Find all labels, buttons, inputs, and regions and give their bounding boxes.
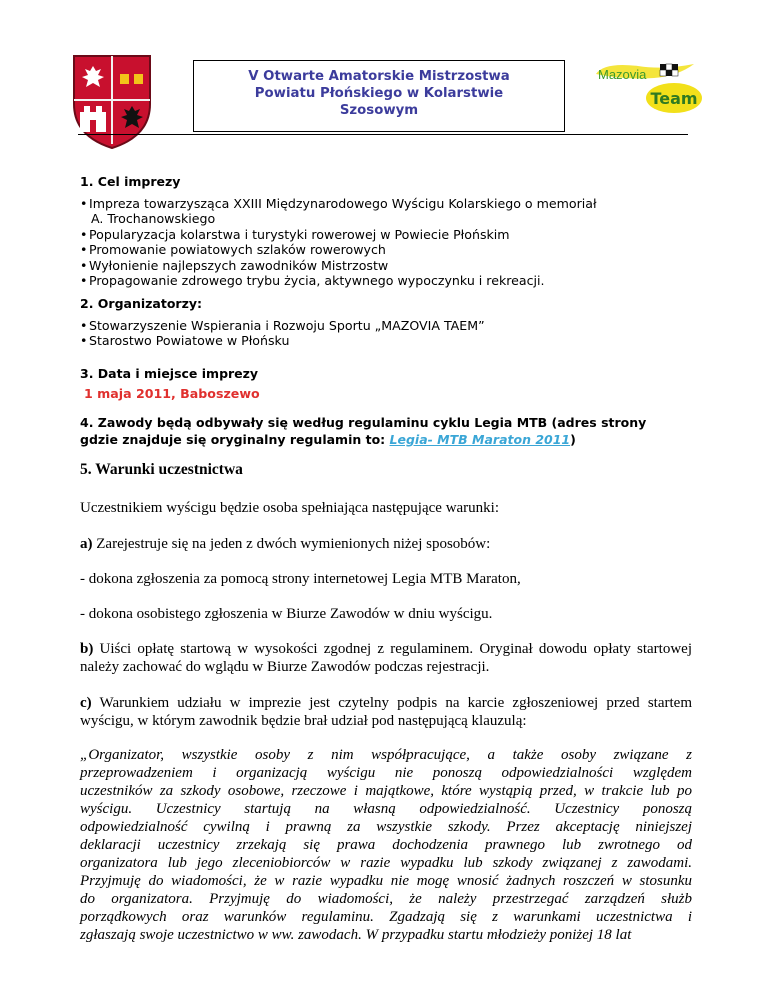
section-1-list xyxy=(80,196,692,288)
header-divider xyxy=(78,134,688,135)
list-item: • Propagowanie zdrowego trybu życia, aktywnego wypoczynku i rekreacji. xyxy=(80,273,545,289)
registration-option-office: - dokona osobistego zgłoszenia w Biurze Zawodów w dniu wyścigu. xyxy=(80,606,493,622)
list-item: • Promowanie powiatowych szlaków rowerowych xyxy=(80,242,386,258)
list-item: • Stowarzyszenie Wspierania i Rozwoju Sportu „MAZOVIA TAEM” xyxy=(80,318,485,333)
section-3-heading: 3. Data i miejsce imprezy xyxy=(80,366,259,381)
regulations-link[interactable]: Legia- MTB Maraton 2011 xyxy=(389,432,571,447)
section-2-heading: 2. Organizatorzy: xyxy=(80,296,203,311)
condition-a: a) Zarejestruje się na jeden z dwóch wymienionych niżej sposobów: xyxy=(80,536,491,552)
section-1-heading: 1. Cel imprezy xyxy=(80,174,181,189)
coat-of-arms-emblem xyxy=(70,52,154,150)
event-date-place: 1 maja 2011, Baboszewo xyxy=(84,386,260,401)
list-item: • Wyłonienie najlepszych zawodników Mistrzostw xyxy=(80,257,389,273)
logo-text-mazovia: Mazovia xyxy=(598,67,647,82)
section-4-heading: 4. Zawody będą odbywały się według regulaminu cyklu Legia MTB (adres strony gdzie znajduje się oryginalny regulamin to: Legia- MTB Maraton 2011) xyxy=(80,415,647,447)
participant-intro: Uczestnikiem wyścigu będzie osoba spełniająca następujące warunki: xyxy=(80,500,500,516)
mazovia-team-logo xyxy=(594,58,704,116)
condition-c: c) Warunkiem udziału w imprezie jest czytelny podpis na karcie zgłoszeniowej przed startem wyścigu, w którym zawodnik będzie brał udział pod następującą klauzulą: xyxy=(80,695,692,729)
section-2-list xyxy=(80,318,692,349)
list-item: • Popularyzacja kolarstwa i turystyki rowerowej w Powiecie Płońskim xyxy=(80,226,510,242)
list-item: • Impreza towarzysząca XXIII Międzynarodowego Wyścigu Kolarskiego o memoriał xyxy=(80,196,597,211)
list-item: • Starostwo Powiatowe w Płońsku xyxy=(80,333,290,349)
title-line-3: Szosowym xyxy=(339,103,419,118)
registration-option-online: - dokona zgłoszenia za pomocą strony internetowej Legia MTB Maraton, xyxy=(80,571,521,587)
liability-clause: „Organizator, wszystkie osoby z nim współpracujące, a także osoby związane z przeprowadzeniem i organizacją wyścigu nie ponoszą odpowiedzialności względem uczestników za szkody osobowe, rzeczowe i majątkowe, które wystąpią przed, w trakcie lub po wyścigu. Uczestnicy startują na własną odpowiedzialność. Uczestnicy ponoszą odpowiedzialność cywilną i prawną za wszystkie szkody. Przez akceptację niniejszej deklaracji uczestnicy zrzekają się prawa dochodzenia prawnego lub zwrotnego od organizatora lub jego zleceniobiorców w razie wypadku lub szkody związanej z zawodami. Przyjmuję do wiadomości, że w razie wypadku nie mogę wnosić żadnych roszczeń w stosunku do organizatora. Przyjmuję do wiadomości, że należy przestrzegać zarządzeń służb porządkowych oraz warunków regulaminu. Zgadzają się z warunkami uczestnictwa i zgłaszają swoje uczestnictwo w ww. zawodach. W przypadku startu młodzieży poniżej 18 lat xyxy=(80,747,692,943)
title-box xyxy=(193,60,565,132)
list-item-continuation: A. Trochanowskiego xyxy=(91,211,216,227)
logo-text-team: Team xyxy=(650,89,698,108)
title-line-2: Powiatu Płońskiego w Kolarstwie xyxy=(254,86,504,101)
condition-b: b) Uiści opłatę startową w wysokości zgodnej z regulaminem. Oryginał dowodu opłaty startowej należy zachować do wglądu w Biurze Zawodów podczas rejestracji. xyxy=(80,641,692,675)
title-line-1: V Otwarte Amatorskie Mistrzostwa xyxy=(248,69,510,84)
section-5-heading: 5. Warunki uczestnictwa xyxy=(80,461,243,478)
